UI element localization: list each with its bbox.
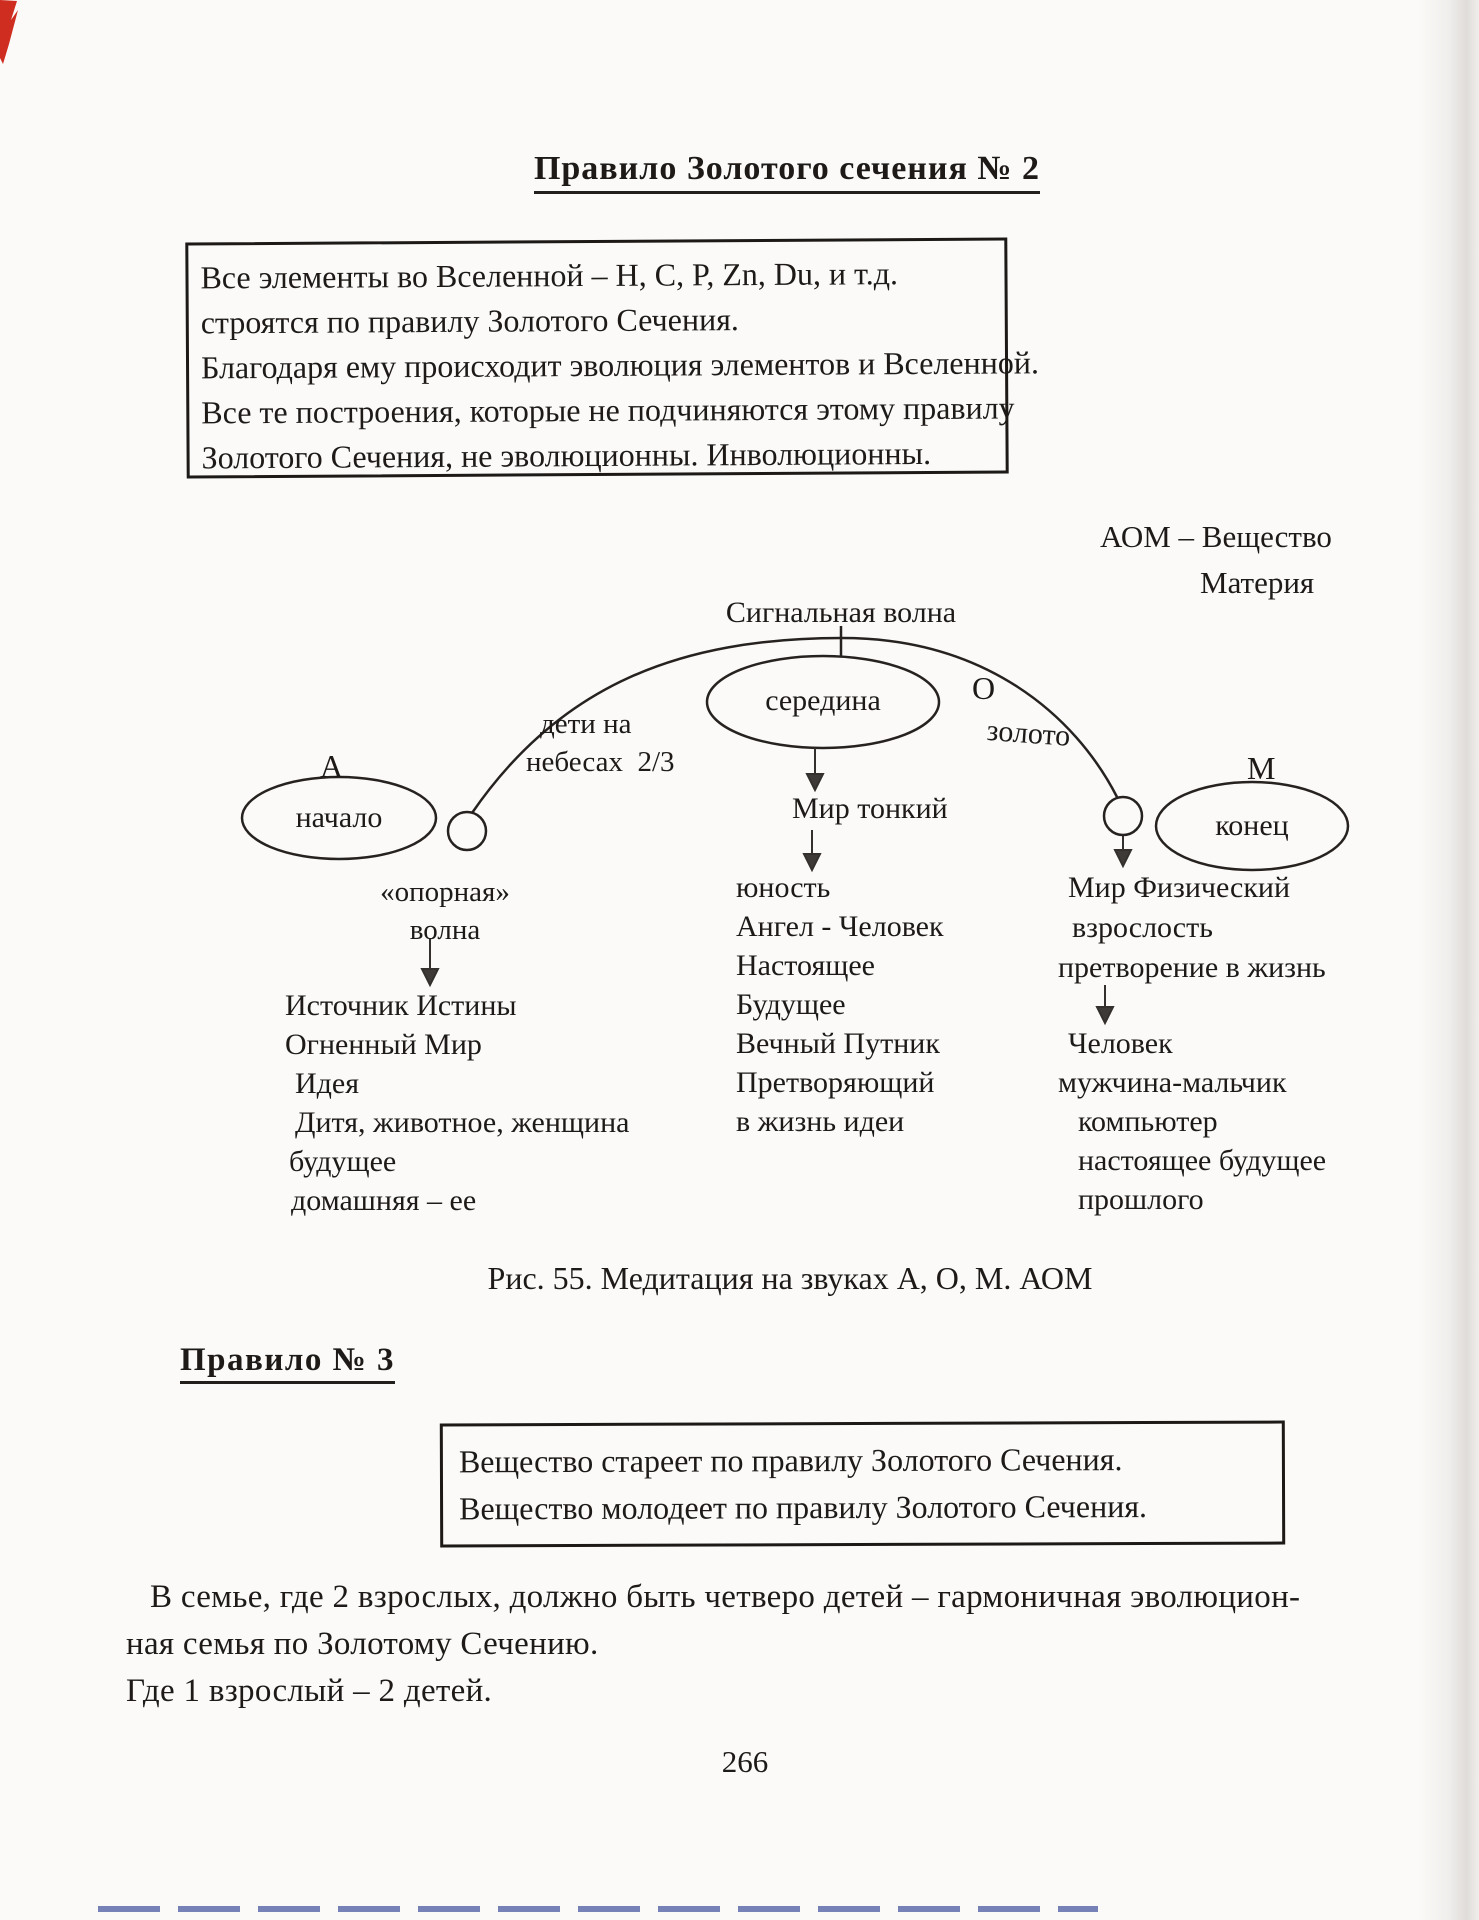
figure-caption: Рис. 55. Медитация на звуках А, О, М. АОМ: [487, 1260, 1093, 1296]
right-list-item: прошлого: [1078, 1183, 1204, 1216]
left-list-item: Источник Истины: [285, 989, 517, 1022]
page-title-text: Правило Золотого сечения № 2: [534, 150, 1040, 194]
right-list-item: претворение в жизнь: [1058, 951, 1326, 984]
aom-note-line2: Материя: [1200, 565, 1315, 600]
label-mir-tonkiy: Мир тонкий: [792, 792, 948, 825]
arrow-seredina-to-mir-tonkiy: [807, 748, 823, 790]
middle-list-item: Будущее: [736, 988, 846, 1021]
page-title: [427, 150, 1147, 194]
scan-red-corner-mark: [0, 0, 40, 80]
right-list-item: взрослость: [1072, 911, 1213, 944]
left-list-item: Дитя, животное, женщина: [295, 1106, 630, 1139]
middle-list-item: Вечный Путник: [736, 1027, 940, 1060]
rule3-heading: [180, 1342, 395, 1384]
left-list-item: домашняя – ее: [291, 1184, 477, 1217]
opornaya-line2: волна: [409, 914, 481, 946]
middle-list-item: в жизнь идеи: [736, 1105, 905, 1138]
left-column-list: [285, 986, 629, 1220]
left-list-item: Идея: [295, 1067, 360, 1100]
right-column-bottom-list: [1058, 1024, 1326, 1219]
label-letter-m: М: [1247, 750, 1276, 786]
left-node-circle: [448, 812, 486, 850]
label-nachalo: начало: [295, 801, 383, 834]
rule2-line: Благодаря ему происходит эволюция элементов и Вселенной.: [200, 344, 1040, 386]
rule2-line: Золотого Сечения, не эволюционны. Инволюционны.: [201, 434, 932, 476]
left-list-item: будущее: [289, 1145, 397, 1178]
right-list-item: Человек: [1068, 1027, 1173, 1060]
label-signal-wave: Сигнальная волна: [725, 596, 957, 629]
rule3-paragraph: [126, 1574, 1300, 1715]
rule3-box-line: Вещество молодеет по правилу Золотого Сечения.: [459, 1488, 1148, 1527]
rule2-line: Все элементы во Вселенной – H, C, P, Zn, Du, и т.д.: [200, 255, 899, 296]
red-mark-shape: [0, 0, 18, 64]
page-number: 266: [721, 1744, 769, 1779]
rule3-heading-text: Правило № 3: [180, 1342, 395, 1384]
middle-list-item: Настоящее: [736, 949, 875, 982]
right-list-item: компьютер: [1078, 1105, 1218, 1138]
label-opornaya-volna: [345, 873, 545, 949]
arrow-to-chelovek: [1097, 985, 1113, 1023]
paragraph-line: ная семья по Золотому Сечению.: [126, 1626, 599, 1662]
scan-bottom-blue-line: [98, 1906, 1098, 1912]
right-list-item: мужчина-мальчик: [1058, 1066, 1287, 1099]
right-column-top-list: [1058, 868, 1326, 988]
right-node-circle: [1104, 797, 1142, 835]
rule3-text-box: [440, 1421, 1285, 1548]
aom-note-line1: АОМ – Вещество: [1100, 519, 1332, 554]
label-letter-a: А: [320, 748, 344, 784]
label-konets: конец: [1215, 809, 1289, 842]
left-list-item: Огненный Мир: [285, 1028, 482, 1061]
middle-list-item: Претворяющий: [736, 1066, 935, 1099]
label-deti-line2: небесах 2/3: [526, 746, 675, 778]
label-deti-line1: дети на: [540, 708, 632, 740]
paragraph-line: В семье, где 2 взрослых, должно быть четверо детей – гармоничная эволюцион-: [150, 1579, 1301, 1615]
arrow-mir-tonkiy-to-list: [804, 830, 820, 870]
right-list-item: Мир Физический: [1068, 871, 1291, 904]
label-letter-o: О: [972, 670, 996, 706]
middle-list-item: юность: [736, 871, 831, 904]
middle-list-item: Ангел - Человек: [736, 910, 944, 943]
middle-column-list: [736, 868, 944, 1141]
rule2-line: строятся по правилу Золотого Сечения.: [200, 301, 739, 341]
rule2-line: Все те построения, которые не подчиняются этому правилу: [201, 389, 1015, 431]
rule2-text-box: [185, 237, 1040, 478]
paragraph-line: Где 1 взрослый – 2 детей.: [126, 1673, 493, 1709]
right-list-item: настоящее будущее: [1078, 1144, 1327, 1177]
label-seredina: середина: [765, 684, 881, 717]
rule3-box-line: Вещество стареет по правилу Золотого Сечения.: [458, 1441, 1123, 1480]
label-zoloto: золото: [985, 714, 1072, 753]
opornaya-line1: «опорная»: [380, 876, 510, 908]
aom-meditation-diagram: [0, 580, 1479, 1240]
arrow-circle-to-mir-fizicheskiy: [1115, 836, 1131, 866]
